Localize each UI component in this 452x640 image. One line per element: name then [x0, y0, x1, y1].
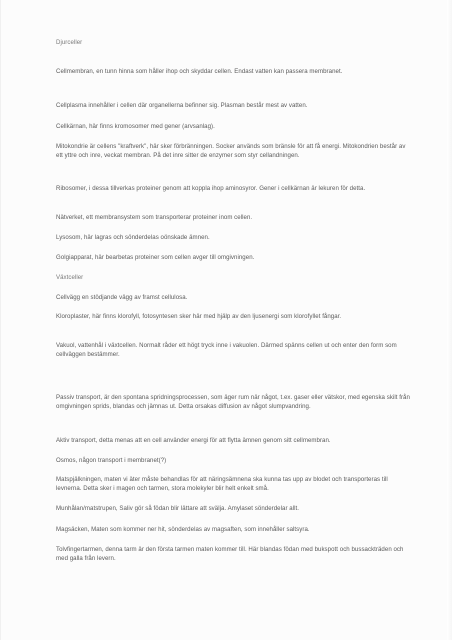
paragraph-magsacken: Magsäcken, Maten som kommer ner hit, sönderdelas av magsaften, som innehåller saltsyra.	[56, 526, 310, 533]
paragraph-cellvagg: Cellvägg en stödjande vägg av framst cellulosa.	[56, 294, 188, 301]
paragraph-ribosomer: Ribosomer, i dessa tillverkas proteiner genom att koppla ihop aminosyror. Gener i cellkärnan är lekuren för detta.	[56, 185, 366, 192]
paragraph-vakuol: Vakuol, vattenhål i växtcellen. Normalt råder ett högt tryck inne i vakuolen. Därmed spänns cellen ut och enter den form som cellväggen bestämmer.	[56, 342, 397, 358]
paragraph-natverket: Nätverket, ett membransystem som transporterar proteiner inom cellen.	[56, 214, 253, 221]
paragraph-cellplasma: Cellplasma innehåller i cellen där organellerna befinner sig. Plasman består mest av vatten.	[56, 102, 308, 109]
paragraph-matspjalkningen: Matspjälkningen, maten vi äter måste behandlas för att näringsämnena ska kunna tas upp av blodet och transporteras till levnerna. Detta sker i magen och tarmen, stora molekyler blir helt enkelt små.	[56, 476, 388, 492]
scan-edge-shadow	[447, 0, 452, 640]
paragraph-munhalan: Munhålan/matstrupen, Saliv gör så födan blir lättare att svälja. Amylaset sönderdelar allt.	[56, 505, 300, 512]
paragraph-golgiapparat: Golgiapparat, här bearbetas proteiner som cellen avger till omgivningen.	[56, 254, 255, 261]
heading-djurceller: Djurceller	[56, 39, 83, 46]
paragraph-mitokondrie: Mitokondrie är cellens "kraftverk", här sker förbränningen. Socker används som bränsle för att få energi. Mitokondrien består av ett yttre och inre, veckat membran. På det inre sitter de enzymer som styr cellandningen.	[56, 143, 406, 159]
heading-vaxtceller: Växtceller	[56, 274, 84, 281]
paragraph-lysosom: Lysosom, här lagras och sönderdelas oönskade ämnen.	[56, 234, 210, 241]
paragraph-tolvfingertarmen: Tolvfingertarmen, denna tarm är den första tarmen maten kommer till. Här blandas födan med bukspott och bussackträden och med galla från levern.	[56, 546, 404, 562]
paragraph-aktiv-transport: Aktiv transport, detta menas att en cell använder energi för att flytta ämnen genom sitt cellmembran.	[56, 437, 331, 444]
paragraph-osmos: Osmos, någon transport i membranet(?)	[56, 457, 167, 464]
paragraph-cellkarna: Cellkärnan, här finns kromosomer med gener (arvsanlag).	[56, 123, 215, 130]
paragraph-passiv-transport: Passiv transport, är den spontana spridningsprocessen, som äger rum när något, t.ex. gaser eller vätskor, med egenska skilt från omgivningen sprids, blandas och jämnas ut. Detta orsakas diffusion av något slumpvandring.	[56, 394, 410, 410]
paragraph-cellmembran: Cellmembran, en tunn hinna som håller ihop och skyddar cellen. Endast vatten kan passera membranet.	[56, 68, 343, 75]
paragraph-kloroplaster: Kloroplaster, här finns klorofyll, fotosyntesen sker här med hjälp av den ljusenergi som klorofyllet fångar.	[56, 313, 342, 320]
